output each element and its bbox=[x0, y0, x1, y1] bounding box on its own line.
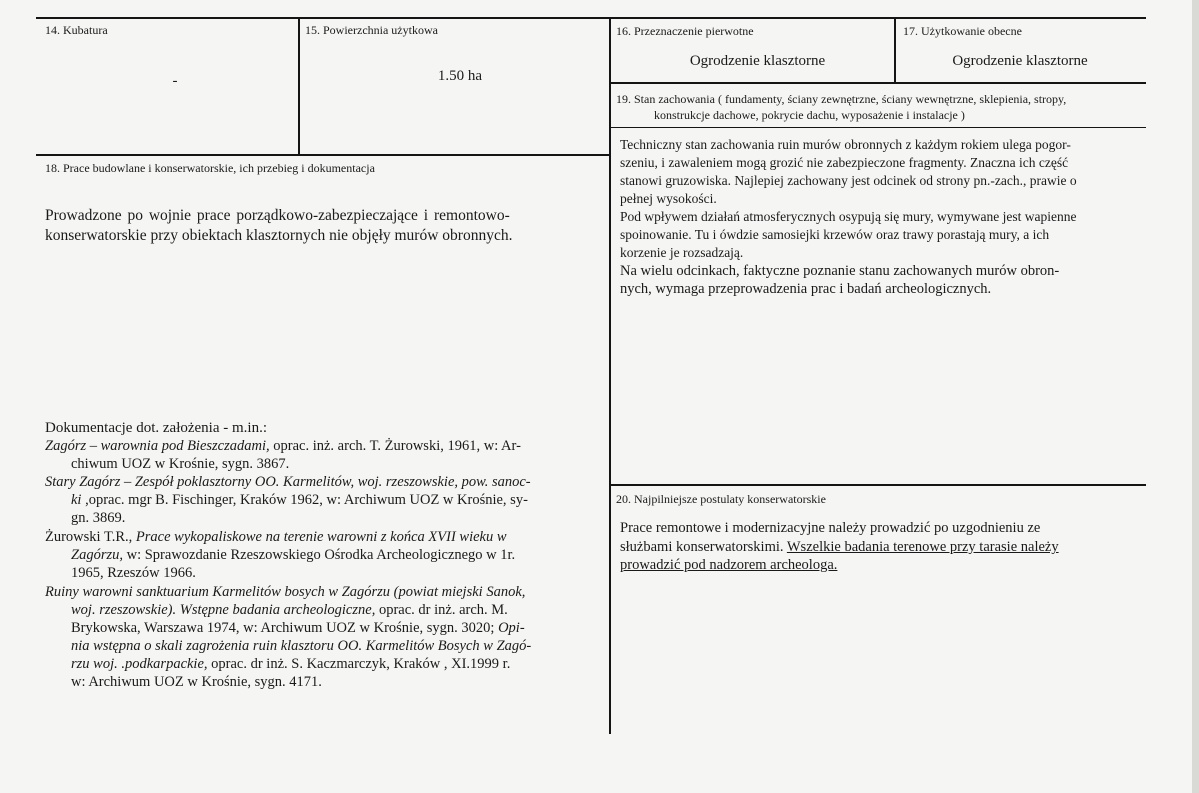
center-divider bbox=[609, 17, 611, 734]
field-20-text-line3 bbox=[620, 557, 837, 575]
doc-text: w: Archiwum UOZ w Krośnie, sygn. 4171. bbox=[71, 674, 322, 690]
doc-title: Opi- bbox=[498, 620, 525, 636]
field-15-label: 15. Powierzchnia użytkowa bbox=[305, 23, 438, 37]
doc-text: oprac. dr inż. S. Kaczmarczyk, Kraków , XI.1999 r. bbox=[207, 656, 511, 672]
doc-text: ,oprac. mgr B. Fischinger, Kraków 1962, w: Archiwum UOZ w Krośnie, sy- bbox=[81, 492, 528, 508]
doc-entry-line bbox=[71, 674, 322, 692]
doc-entry-line bbox=[71, 565, 196, 583]
text-line: korzenie je rozsadzają. bbox=[620, 245, 744, 260]
field-14-label: 14. Kubatura bbox=[45, 23, 108, 37]
text-line: szeniu, i zawaleniem mogą grozić nie zabezpieczone fragmenty. Znaczna ich część bbox=[620, 155, 1069, 170]
postulate-underlined: prowadzić pod nadzorem archeologa. bbox=[620, 557, 838, 573]
doc-entry-line bbox=[45, 529, 507, 547]
doc-title: ki bbox=[71, 492, 82, 508]
field-20-text-line2 bbox=[620, 539, 1059, 557]
postulate-text: służbami konserwatorskimi. bbox=[620, 539, 787, 555]
doc-text: oprac. dr inż. arch. M. bbox=[375, 602, 508, 618]
doc-title: Zagórz – warownia pod Bieszczadami, bbox=[45, 438, 270, 454]
field-15-value: 1.50 ha bbox=[437, 68, 483, 84]
rule-19-top bbox=[611, 82, 1146, 84]
doc-title: Ruiny warowni sanktuarium Karmelitów bosych w Zagórzu (powiat miejski Sanok, bbox=[45, 584, 526, 600]
doc-entry-line bbox=[45, 438, 521, 456]
doc-entry-line bbox=[71, 638, 531, 656]
field-18-label: 18. Prace budowlane i konserwatorskie, ich przebieg i dokumentacja bbox=[45, 161, 375, 175]
field-18-text-line2: konserwatorskie przy obiektach klasztornych nie objęły murów obronnych. bbox=[45, 227, 513, 244]
doc-title: Zagórzu, bbox=[71, 547, 123, 563]
doc-text: oprac. inż. arch. T. Żurowski, 1961, w: Ar- bbox=[269, 438, 521, 454]
divider-14-15 bbox=[298, 17, 300, 154]
text-line: spoinowanie. Tu i ówdzie samosiejki krzewów oraz trawy porastają mury, a ich bbox=[620, 227, 1050, 242]
doc-entry-line bbox=[71, 620, 525, 638]
field-20-text-line1: Prace remontowe i modernizacyjne należy prowadzić po uzgodnieniu ze bbox=[620, 520, 1041, 536]
field-18-text-line1: Prowadzone po wojnie prace porządkowo-zabezpieczające i remontowo- bbox=[45, 207, 510, 224]
field-19-label-line2: konstrukcje dachowe, pokrycie dachu, wyposażenie i instalacje ) bbox=[654, 108, 965, 122]
field-20-label: 20. Najpilniejsze postulaty konserwatorskie bbox=[616, 492, 826, 506]
text-line: nych, wymaga przeprowadzenia prac i badań archeologicznych. bbox=[620, 281, 992, 297]
text-line: Pod wpływem działań atmosferycznych osypują się mury, wymywane jest wapienne bbox=[620, 209, 1077, 224]
field-17-value: Ogrodzenie klasztorne bbox=[952, 53, 1088, 69]
postulate-underlined: Wszelkie badania terenowe przy tarasie należy bbox=[786, 539, 1059, 555]
doc-title: woj. rzeszowskie). Wstępne badania archeologiczne, bbox=[71, 602, 376, 618]
doc-text: Brykowska, Warszawa 1974, w: Archiwum UOZ w Krośnie, sygn. 3020; bbox=[71, 620, 499, 636]
doc-text: gn. 3869. bbox=[71, 510, 126, 526]
field-14-value: - bbox=[172, 73, 178, 89]
doc-entry-line bbox=[71, 547, 515, 565]
text-line: pełnej wysokości. bbox=[620, 191, 717, 206]
text-line: stanowi gruzowiska. Najlepiej zachowany jest odcinek od strony pn.-zach., prawie o bbox=[620, 173, 1077, 188]
doc-title: Stary Zagórz – Zespół poklasztorny OO. Karmelitów, woj. rzeszowskie, pow. sanoc- bbox=[45, 474, 531, 490]
field-16-value: Ogrodzenie klasztorne bbox=[689, 53, 826, 69]
doc-text: chiwum UOZ w Krośnie, sygn. 3867. bbox=[71, 456, 290, 472]
doc-entry-line bbox=[45, 584, 525, 602]
field-19-label-line1: 19. Stan zachowania ( fundamenty, ściany zewnętrzne, ściany wewnętrzne, sklepienia, stropy, bbox=[616, 92, 1067, 106]
rule-18-top bbox=[36, 154, 611, 156]
doc-title: rzu woj. .podkarpackie, bbox=[71, 656, 208, 672]
field-17-label: 17. Użytkowanie obecne bbox=[903, 24, 1022, 38]
doc-text: w: Sprawozdanie Rzeszowskiego Ośrodka Archeologicznego w 1r. bbox=[122, 547, 516, 563]
doc-entry-line bbox=[71, 602, 508, 620]
text-line: Techniczny stan zachowania ruin murów obronnych z każdym rokiem ulega pogor- bbox=[620, 137, 1071, 152]
doc-text: Żurowski T.R., bbox=[45, 529, 136, 545]
doc-entry-line bbox=[71, 656, 510, 674]
doc-entry-line bbox=[71, 510, 125, 528]
doc-title: Prace wykopaliskowe na terenie warowni z końca XVII wieku w bbox=[135, 529, 507, 545]
field-16-label: 16. Przeznaczenie pierwotne bbox=[616, 24, 754, 38]
doc-entry-line bbox=[71, 456, 289, 474]
doc-entry-line bbox=[71, 492, 528, 510]
rule-20-top bbox=[611, 484, 1146, 486]
doc-entry-line bbox=[45, 474, 531, 492]
doc-title: nia wstępna o skali zagrożenia ruin klasztoru OO. Karmelitów Bosych w Zagó- bbox=[71, 638, 532, 654]
documentation-header: Dokumentacje dot. założenia - m.in.: bbox=[45, 420, 268, 436]
doc-text: 1965, Rzeszów 1966. bbox=[71, 565, 196, 581]
text-line: Na wielu odcinkach, faktyczne poznanie stanu zachowanych murów obron- bbox=[620, 263, 1060, 279]
top-rule bbox=[36, 17, 1146, 19]
rule-19-inner bbox=[611, 127, 1146, 128]
divider-16-17 bbox=[894, 17, 896, 83]
scan-edge bbox=[1192, 0, 1199, 793]
